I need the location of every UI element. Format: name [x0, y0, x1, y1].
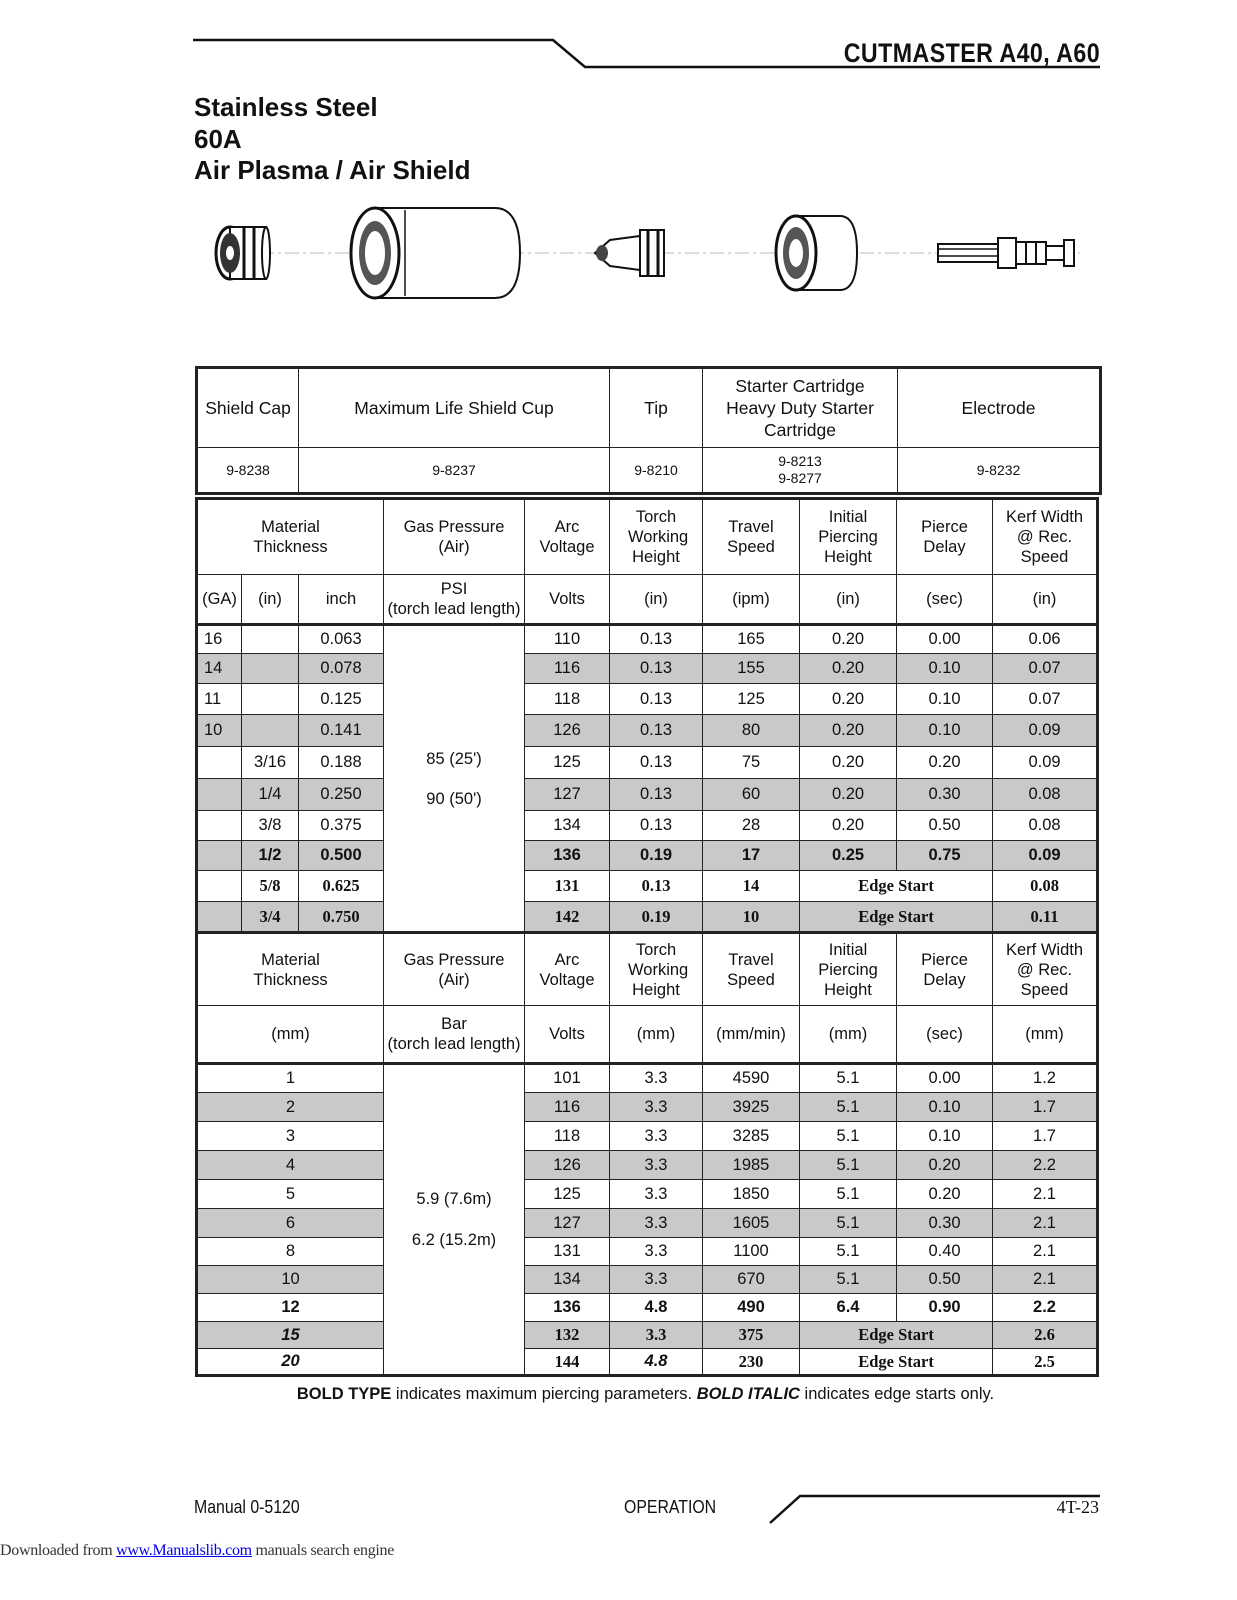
pierce-delay-header: Pierce Delay: [897, 933, 993, 1006]
gas-pressure-header: Gas Pressure (Air): [384, 933, 525, 1006]
arc-voltage-cell: 126: [525, 715, 610, 747]
arc-voltage-cell: 118: [525, 1122, 610, 1151]
kerf-width-cell: 1.7: [993, 1093, 1098, 1122]
kerf-width-cell: 0.08: [993, 779, 1098, 811]
inch-cell: 0.250: [299, 779, 384, 811]
torch-height-cell: 0.19: [610, 902, 703, 933]
shield-cap-part-number: 9-8238: [197, 448, 299, 494]
gauge-cell: [197, 779, 242, 811]
arc-voltage-header: Arc Voltage: [525, 933, 610, 1006]
shield-cup-icon: [351, 208, 520, 298]
arc-voltage-cell: 142: [525, 902, 610, 933]
inch-cell: 0.375: [299, 811, 384, 841]
parts-header-row: [197, 368, 1101, 448]
pierce-height-cell: 5.1: [800, 1093, 897, 1122]
imperial-data-row: [197, 625, 1098, 654]
imperial-data-row: [197, 654, 1098, 684]
metric-data-row: [197, 1349, 1098, 1376]
consumable-parts-illustration: [200, 196, 1090, 306]
torch-height-cell: 4.8: [610, 1294, 703, 1322]
metric-data-row: [197, 1093, 1098, 1122]
travel-speed-cell: 375: [703, 1322, 800, 1349]
imperial-units-row: [197, 575, 1098, 625]
inch-cell: 0.625: [299, 871, 384, 902]
torch-height-cell: 3.3: [610, 1122, 703, 1151]
travel-speed-cell: 3925: [703, 1093, 800, 1122]
kerf-width-cell: 0.08: [993, 811, 1098, 841]
gauge-cell: 14: [197, 654, 242, 684]
pierce-delay-cell: 0.20: [897, 747, 993, 779]
pierce-height-cell: 0.20: [800, 715, 897, 747]
pierce-delay-header: Pierce Delay: [897, 499, 993, 575]
kerf-width-cell: 2.1: [993, 1209, 1098, 1238]
unit-label: (in): [800, 575, 897, 625]
arc-voltage-cell: 131: [525, 1238, 610, 1266]
edge-start-cell: Edge Start: [800, 871, 993, 902]
arc-voltage-cell: 116: [525, 654, 610, 684]
pierce-height-cell: 0.20: [800, 625, 897, 654]
travel-speed-cell: 1985: [703, 1151, 800, 1180]
material-thickness-header: Material Thickness: [197, 499, 384, 575]
gauge-cell: [197, 811, 242, 841]
travel-speed-cell: 60: [703, 779, 800, 811]
pierce-height-cell: 5.1: [800, 1209, 897, 1238]
pierce-delay-cell: 0.10: [897, 654, 993, 684]
unit-label: (mm/min): [703, 1006, 800, 1064]
kerf-width-cell: 1.2: [993, 1064, 1098, 1093]
metric-data-row: [197, 1180, 1098, 1209]
gauge-cell: [197, 871, 242, 902]
torch-height-cell: 0.13: [610, 654, 703, 684]
torch-height-cell: 3.3: [610, 1266, 703, 1294]
footer-rule: [0, 1490, 1237, 1530]
gauge-cell: [197, 902, 242, 933]
unit-label: (in): [610, 575, 703, 625]
torch-height-cell: 0.13: [610, 715, 703, 747]
pierce-delay-cell: 0.50: [897, 1266, 993, 1294]
travel-speed-header: Travel Speed: [703, 933, 800, 1006]
electrode-part-number: 9-8232: [898, 448, 1101, 494]
imperial-data-row: [197, 779, 1098, 811]
fraction-cell: 1/2: [242, 841, 299, 871]
kerf-width-header: Kerf Width @ Rec. Speed: [993, 933, 1098, 1006]
thickness-mm-cell: 20: [197, 1349, 384, 1376]
inch-cell: 0.078: [299, 654, 384, 684]
travel-speed-cell: 155: [703, 654, 800, 684]
arc-voltage-cell: 127: [525, 779, 610, 811]
pierce-height-cell: 0.20: [800, 684, 897, 715]
unit-in-fraction: (in): [242, 575, 299, 625]
shield-cap-icon: [216, 227, 270, 279]
kerf-width-cell: 0.06: [993, 625, 1098, 654]
arc-voltage-cell: 136: [525, 1294, 610, 1322]
kerf-width-cell: 0.09: [993, 747, 1098, 779]
pierce-height-cell: 0.20: [800, 779, 897, 811]
metric-data-row: [197, 1151, 1098, 1180]
cutting-parameters-table: [195, 497, 1099, 1377]
torch-height-cell: 0.13: [610, 625, 703, 654]
thickness-mm-cell: 8: [197, 1238, 384, 1266]
edge-start-cell: Edge Start: [800, 1322, 993, 1349]
unit-label: (sec): [897, 1006, 993, 1064]
unit-label: (ipm): [703, 575, 800, 625]
torch-height-cell: 0.13: [610, 811, 703, 841]
tip-icon: [595, 230, 664, 276]
shield-cap-header: Shield Cap: [197, 368, 299, 448]
fraction-cell: 3/4: [242, 902, 299, 933]
unit-label: (mm): [993, 1006, 1098, 1064]
unit-mm: (mm): [197, 1006, 384, 1064]
gauge-cell: 16: [197, 625, 242, 654]
torch-height-cell: 0.13: [610, 684, 703, 715]
fraction-cell: 1/4: [242, 779, 299, 811]
electrode-header: Electrode: [898, 368, 1101, 448]
kerf-width-cell: 0.07: [993, 684, 1098, 715]
metric-units-row: [197, 1006, 1098, 1064]
arc-voltage-cell: 118: [525, 684, 610, 715]
travel-speed-cell: 670: [703, 1266, 800, 1294]
unit-label: (mm): [800, 1006, 897, 1064]
unit-label: (in): [993, 575, 1098, 625]
metric-data-row: [197, 1122, 1098, 1151]
torch-height-cell: 3.3: [610, 1151, 703, 1180]
tip-header: Tip: [610, 368, 703, 448]
inch-cell: 0.188: [299, 747, 384, 779]
travel-speed-cell: 80: [703, 715, 800, 747]
consumable-parts-table: [195, 366, 1102, 495]
fraction-cell: 3/8: [242, 811, 299, 841]
kerf-width-cell: 1.7: [993, 1122, 1098, 1151]
manualslib-link[interactable]: www.Manualslib.com: [116, 1542, 252, 1559]
travel-speed-cell: 165: [703, 625, 800, 654]
electrode-icon: [938, 238, 1074, 268]
thickness-mm-cell: 15: [197, 1322, 384, 1349]
thickness-mm-cell: 4: [197, 1151, 384, 1180]
pierce-delay-cell: 0.10: [897, 1093, 993, 1122]
imperial-header-row: [197, 499, 1098, 575]
metric-data-row: [197, 1064, 1098, 1093]
arc-voltage-cell: 134: [525, 811, 610, 841]
pierce-delay-cell: 0.20: [897, 1151, 993, 1180]
arc-voltage-cell: 136: [525, 841, 610, 871]
pierce-height-cell: 5.1: [800, 1122, 897, 1151]
travel-speed-cell: 10: [703, 902, 800, 933]
imperial-data-row: [197, 811, 1098, 841]
section-name: OPERATION: [624, 1497, 717, 1517]
pierce-delay-cell: 0.00: [897, 625, 993, 654]
pierce-height-cell: 0.25: [800, 841, 897, 871]
kerf-width-cell: 2.1: [993, 1180, 1098, 1209]
product-title: CUTMASTER A40, A60: [843, 38, 1100, 68]
kerf-width-cell: 0.11: [993, 902, 1098, 933]
pierce-delay-cell: 0.10: [897, 684, 993, 715]
thickness-mm-cell: 5: [197, 1180, 384, 1209]
imperial-data-row: [197, 841, 1098, 871]
pierce-delay-cell: 0.40: [897, 1238, 993, 1266]
inch-cell: 0.500: [299, 841, 384, 871]
travel-speed-cell: 1605: [703, 1209, 800, 1238]
metric-data-row: [197, 1294, 1098, 1322]
torch-working-height-header: Torch Working Height: [610, 499, 703, 575]
fraction-cell: [242, 625, 299, 654]
pierce-height-cell: 0.20: [800, 747, 897, 779]
arc-voltage-cell: 125: [525, 1180, 610, 1209]
unit-label: Volts: [525, 1006, 610, 1064]
kerf-width-cell: 2.1: [993, 1266, 1098, 1294]
pierce-height-cell: 5.1: [800, 1151, 897, 1180]
fraction-cell: 3/16: [242, 747, 299, 779]
travel-speed-cell: 4590: [703, 1064, 800, 1093]
travel-speed-cell: 17: [703, 841, 800, 871]
shield-cup-header: Maximum Life Shield Cup: [299, 368, 610, 448]
pierce-delay-cell: 0.20: [897, 1180, 993, 1209]
travel-speed-cell: 1100: [703, 1238, 800, 1266]
kerf-width-cell: 0.09: [993, 715, 1098, 747]
torch-height-cell: 3.3: [610, 1322, 703, 1349]
torch-height-cell: 0.13: [610, 779, 703, 811]
kerf-width-cell: 0.09: [993, 841, 1098, 871]
torch-height-cell: 0.13: [610, 747, 703, 779]
pierce-delay-cell: 0.00: [897, 1064, 993, 1093]
kerf-width-cell: 0.07: [993, 654, 1098, 684]
manual-number: Manual 0-5120: [194, 1497, 300, 1517]
fraction-cell: [242, 715, 299, 747]
arc-voltage-cell: 131: [525, 871, 610, 902]
arc-voltage-cell: 134: [525, 1266, 610, 1294]
shield-cup-part-number: 9-8237: [299, 448, 610, 494]
metric-data-row: [197, 1238, 1098, 1266]
gas-pressure-metric-cell: 5.9 (7.6m) 6.2 (15.2m): [384, 1064, 525, 1376]
pierce-delay-cell: 0.30: [897, 779, 993, 811]
kerf-width-cell: 2.2: [993, 1294, 1098, 1322]
travel-speed-cell: 1850: [703, 1180, 800, 1209]
torch-height-cell: 3.3: [610, 1064, 703, 1093]
torch-height-cell: 0.19: [610, 841, 703, 871]
arc-voltage-cell: 125: [525, 747, 610, 779]
gauge-cell: [197, 747, 242, 779]
pierce-height-cell: 5.1: [800, 1266, 897, 1294]
travel-speed-header: Travel Speed: [703, 499, 800, 575]
arc-voltage-cell: 126: [525, 1151, 610, 1180]
metric-header-row: [197, 933, 1098, 1006]
travel-speed-cell: 125: [703, 684, 800, 715]
thickness-mm-cell: 1: [197, 1064, 384, 1093]
metric-data-row: [197, 1209, 1098, 1238]
thickness-mm-cell: 12: [197, 1294, 384, 1322]
initial-piercing-height-header: Initial Piercing Height: [800, 933, 897, 1006]
unit-ga: (GA): [197, 575, 242, 625]
thickness-mm-cell: 2: [197, 1093, 384, 1122]
kerf-width-cell: 0.08: [993, 871, 1098, 902]
pierce-height-cell: 5.1: [800, 1238, 897, 1266]
fraction-cell: [242, 684, 299, 715]
arc-voltage-cell: 101: [525, 1064, 610, 1093]
torch-height-cell: 3.3: [610, 1180, 703, 1209]
torch-height-cell: 0.13: [610, 871, 703, 902]
pierce-delay-cell: 0.10: [897, 715, 993, 747]
initial-piercing-height-header: Initial Piercing Height: [800, 499, 897, 575]
gas-pressure-header: Gas Pressure (Air): [384, 499, 525, 575]
travel-speed-cell: 14: [703, 871, 800, 902]
page-title: Stainless Steel 60A Air Plasma / Air Shield: [194, 92, 471, 185]
pierce-height-cell: 0.20: [800, 811, 897, 841]
travel-speed-cell: 28: [703, 811, 800, 841]
edge-start-cell: Edge Start: [800, 1349, 993, 1376]
metric-data-row: [197, 1322, 1098, 1349]
imperial-data-row: [197, 902, 1098, 933]
travel-speed-cell: 490: [703, 1294, 800, 1322]
imperial-data-row: [197, 715, 1098, 747]
part-number-row: [197, 448, 1101, 494]
kerf-width-cell: 2.5: [993, 1349, 1098, 1376]
pierce-delay-cell: 0.10: [897, 1122, 993, 1151]
torch-height-cell: 3.3: [610, 1093, 703, 1122]
material-thickness-header: Material Thickness: [197, 933, 384, 1006]
pierce-delay-cell: 0.30: [897, 1209, 993, 1238]
pierce-height-cell: 5.1: [800, 1180, 897, 1209]
torch-height-cell: 4.8: [610, 1349, 703, 1376]
travel-speed-cell: 75: [703, 747, 800, 779]
pierce-delay-cell: 0.75: [897, 841, 993, 871]
legend-note: BOLD TYPE indicates maximum piercing parameters. BOLD ITALIC indicates edge starts only.: [296, 1385, 995, 1403]
edge-start-cell: Edge Start: [800, 902, 993, 933]
arc-voltage-cell: 132: [525, 1322, 610, 1349]
kerf-width-header: Kerf Width @ Rec. Speed: [993, 499, 1098, 575]
page-number: 4T-23: [1056, 1497, 1099, 1517]
fraction-cell: 5/8: [242, 871, 299, 902]
torch-working-height-header: Torch Working Height: [610, 933, 703, 1006]
inch-cell: 0.750: [299, 902, 384, 933]
thickness-mm-cell: 6: [197, 1209, 384, 1238]
pierce-height-cell: 5.1: [800, 1064, 897, 1093]
pierce-height-cell: 6.4: [800, 1294, 897, 1322]
inch-cell: 0.063: [299, 625, 384, 654]
kerf-width-cell: 2.2: [993, 1151, 1098, 1180]
arc-voltage-cell: 116: [525, 1093, 610, 1122]
starter-cartridge-header: Starter Cartridge Heavy Duty Starter Cartridge: [703, 368, 898, 448]
torch-height-cell: 3.3: [610, 1209, 703, 1238]
fraction-cell: [242, 654, 299, 684]
thickness-mm-cell: 3: [197, 1122, 384, 1151]
starter-cartridge-part-numbers: 9-8213 9-8277: [703, 448, 898, 494]
unit-label: (sec): [897, 575, 993, 625]
arc-voltage-cell: 127: [525, 1209, 610, 1238]
travel-speed-cell: 230: [703, 1349, 800, 1376]
download-credit: Downloaded from www.Manualslib.com manuals search engine: [0, 1542, 395, 1559]
gauge-cell: 11: [197, 684, 242, 715]
kerf-width-cell: 2.6: [993, 1322, 1098, 1349]
arc-voltage-header: Arc Voltage: [525, 499, 610, 575]
inch-cell: 0.125: [299, 684, 384, 715]
thickness-mm-cell: 10: [197, 1266, 384, 1294]
unit-psi: PSI (torch lead length): [384, 575, 525, 625]
arc-voltage-cell: 144: [525, 1349, 610, 1376]
pierce-delay-cell: 0.90: [897, 1294, 993, 1322]
inch-cell: 0.141: [299, 715, 384, 747]
imperial-data-row: [197, 684, 1098, 715]
tip-part-number: 9-8210: [610, 448, 703, 494]
kerf-width-cell: 2.1: [993, 1238, 1098, 1266]
metric-data-row: [197, 1266, 1098, 1294]
unit-label: Volts: [525, 575, 610, 625]
imperial-data-row: [197, 871, 1098, 902]
unit-inch: inch: [299, 575, 384, 625]
unit-bar: Bar (torch lead length): [384, 1006, 525, 1064]
starter-cartridge-icon: [776, 216, 857, 290]
pierce-delay-cell: 0.50: [897, 811, 993, 841]
imperial-data-row: [197, 747, 1098, 779]
gauge-cell: 10: [197, 715, 242, 747]
gauge-cell: [197, 841, 242, 871]
unit-label: (mm): [610, 1006, 703, 1064]
travel-speed-cell: 3285: [703, 1122, 800, 1151]
gas-pressure-imperial-cell: 85 (25') 90 (50'): [384, 625, 525, 933]
torch-height-cell: 3.3: [610, 1238, 703, 1266]
arc-voltage-cell: 110: [525, 625, 610, 654]
pierce-height-cell: 0.20: [800, 654, 897, 684]
